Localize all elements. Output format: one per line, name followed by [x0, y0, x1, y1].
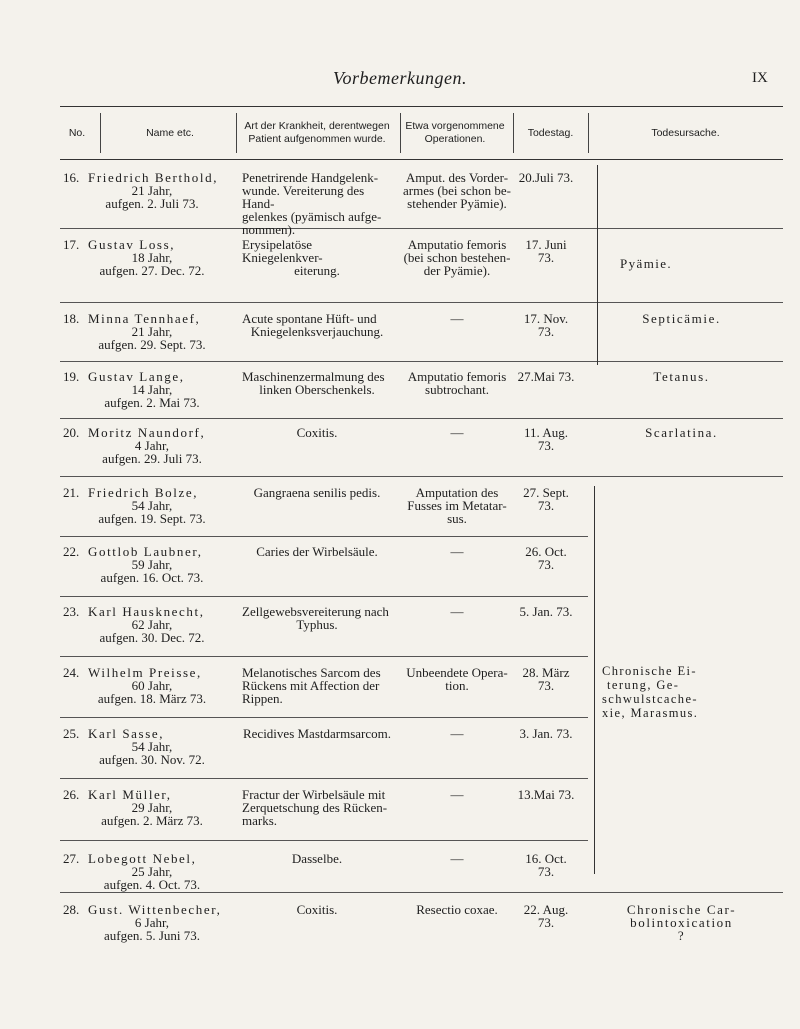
page-title: Vorbemerkungen. — [333, 68, 467, 88]
cause-of-death: Tetanus. — [653, 369, 710, 384]
patient-info — [88, 238, 238, 277]
page-number: IX — [752, 70, 768, 86]
patient-info — [88, 727, 238, 766]
admission-date: aufgen. 29. Juli 73. — [102, 451, 202, 466]
death-date — [510, 486, 582, 512]
operation-line: — — [450, 425, 464, 440]
header-operations: Etwa vorgenommene Operationen. — [405, 120, 505, 145]
row-divider — [60, 778, 588, 779]
patient-age: 14 Jahr, — [131, 382, 173, 397]
operation-line: Amput. des Vorder- — [405, 170, 509, 185]
operation-line: (bei schon bestehen- — [403, 250, 511, 265]
row-number: 27. — [63, 851, 80, 866]
admission-date: aufgen. 4. Oct. 73. — [103, 877, 201, 892]
operation-line: Amputation des — [415, 485, 499, 500]
operation-line: subtrochant. — [425, 382, 489, 397]
row-number: 25. — [63, 726, 80, 741]
admission-date: aufgen. 30. Dec. 72. — [99, 630, 205, 645]
patient-name: Karl Hausknecht, — [88, 604, 205, 619]
operation — [398, 486, 516, 525]
chronic-cause-line-1: Chronische Ei- — [602, 664, 697, 678]
header-name: Name etc. — [146, 126, 194, 139]
row-divider — [60, 228, 783, 229]
operation — [398, 788, 516, 801]
row-divider — [60, 892, 783, 893]
chronic-brace — [590, 486, 595, 874]
disease-description — [242, 666, 392, 705]
chronic-cause-line-2: terung, Ge- — [607, 678, 680, 692]
operation-line: Amputatio femoris — [407, 369, 507, 384]
admission-date: aufgen. 5. Juni 73. — [103, 928, 201, 943]
disease-line: Dasselbe. — [291, 851, 343, 866]
row-divider — [60, 717, 588, 718]
admission-date: aufgen. 2. Juli 73. — [105, 196, 199, 211]
disease-line: linken Oberschenkels. — [259, 382, 375, 397]
death-date — [510, 788, 582, 801]
admission-date: aufgen. 2. Mai 73. — [104, 395, 200, 410]
admission-date: aufgen. 27. Dec. 72. — [99, 263, 205, 278]
operation-line: — — [450, 604, 464, 619]
patient-age: 59 Jahr, — [131, 557, 173, 572]
cause-of-death: Scarlatina. — [645, 425, 718, 440]
patient-age: 25 Jahr, — [131, 864, 173, 879]
patient-age: 62 Jahr, — [131, 617, 173, 632]
patient-info — [88, 486, 238, 525]
death-date — [510, 238, 582, 264]
death-date — [510, 312, 582, 338]
patient-age: 6 Jahr, — [134, 915, 170, 930]
operation — [398, 426, 516, 439]
row-number: 28. — [63, 902, 80, 917]
operation — [398, 171, 516, 210]
operation — [398, 545, 516, 558]
patient-info — [88, 605, 238, 644]
admission-date: aufgen. 2. März 73. — [101, 813, 203, 828]
row-number: 26. — [63, 787, 80, 802]
death-date-line: 22. Aug. — [523, 902, 569, 917]
patient-age: 21 Jahr, — [131, 324, 173, 339]
row-number: 17. — [63, 237, 80, 252]
cause-line: ? — [677, 928, 686, 943]
cause-line: bolintoxication — [630, 915, 733, 930]
operation-line: stehender Pyämie). — [407, 196, 507, 211]
death-date — [510, 545, 582, 571]
patient-info — [88, 370, 238, 409]
cause-line: Chronische Car- — [626, 902, 737, 917]
patient-name: Moritz Naundorf, — [88, 425, 206, 440]
death-date — [510, 903, 582, 929]
row-divider — [60, 596, 588, 597]
disease-line: Zerquetschung des Rücken- — [242, 800, 388, 815]
admission-date: aufgen. 18. März 73. — [97, 691, 207, 706]
disease-line: Coxitis. — [296, 425, 338, 440]
operation-line: — — [450, 544, 464, 559]
operation-line: Amputatio femoris — [407, 237, 507, 252]
death-date-line: 17. Juni — [525, 237, 567, 252]
operation-line: sus. — [447, 511, 467, 526]
disease-line: Maschinenzermalmung des — [242, 369, 385, 384]
patient-name: Gottlob Laubner, — [88, 544, 203, 559]
operation-line: — — [450, 726, 464, 741]
header-cause: Todesursache. — [651, 126, 720, 139]
disease-line: wunde. Vereiterung des Hand- — [242, 183, 365, 211]
row-divider — [60, 476, 783, 477]
patient-age: 60 Jahr, — [131, 678, 173, 693]
disease-line: gelenkes (pyämisch aufge- — [242, 209, 382, 224]
death-date-line: 3. Jan. 73. — [519, 726, 573, 741]
row-number: 21. — [63, 485, 80, 500]
chronic-cause — [602, 664, 698, 720]
operation-line: armes (bei schon be- — [403, 183, 511, 198]
death-date-line: 5. Jan. 73. — [519, 604, 573, 619]
header-no: No. — [68, 126, 86, 139]
patient-name: Lobegott Nebel, — [88, 851, 197, 866]
patient-age: 54 Jahr, — [131, 739, 173, 754]
operation-line: der Pyämie). — [423, 263, 491, 278]
admission-date: aufgen. 29. Sept. 73. — [98, 337, 206, 352]
row-divider — [60, 840, 588, 841]
patient-age: 29 Jahr, — [131, 800, 173, 815]
patient-age: 54 Jahr, — [131, 498, 173, 513]
death-date-line: 73. — [537, 678, 555, 693]
patient-info — [88, 545, 238, 584]
disease-line: Caries der Wirbelsäule. — [256, 544, 378, 559]
patient-name: Karl Müller, — [88, 787, 172, 802]
row-divider — [60, 536, 588, 537]
death-date — [510, 370, 582, 383]
operation-line: Resectio coxae. — [416, 902, 498, 917]
operation-line: — — [450, 851, 464, 866]
disease-line: Recidives Mastdarmsarcom. — [242, 726, 391, 741]
row-number: 18. — [63, 311, 80, 326]
row-number: 22. — [63, 544, 80, 559]
death-date — [510, 426, 582, 452]
disease-line: Typhus. — [296, 617, 338, 632]
disease-line: Zellgewebsvereiterung nach — [242, 604, 389, 619]
patient-name: Friedrich Bolze, — [88, 485, 199, 500]
pyaemia-brace — [593, 165, 598, 365]
patient-name: Minna Tennhaef, — [88, 311, 201, 326]
patient-info — [88, 666, 238, 705]
disease-description — [242, 426, 392, 439]
death-date-line: 13.Mai 73. — [517, 787, 575, 802]
patient-info — [88, 312, 238, 351]
row-number: 19. — [63, 369, 80, 384]
disease-description — [242, 788, 392, 827]
operation — [398, 666, 516, 692]
header-disease: Art der Krankheit, derentwegen Patient aufgenommen wurde. — [244, 120, 390, 145]
operation-line: tion. — [445, 678, 469, 693]
disease-description — [242, 903, 392, 916]
operation — [398, 727, 516, 740]
disease-line: marks. — [242, 813, 278, 828]
disease-description — [242, 312, 392, 338]
patient-name: Gust. Wittenbecher, — [88, 902, 222, 917]
table-header — [60, 106, 783, 160]
death-date — [510, 727, 582, 740]
operation-line: — — [450, 311, 464, 326]
death-date — [510, 852, 582, 878]
disease-description — [242, 486, 392, 499]
disease-description — [242, 370, 392, 396]
disease-description — [242, 727, 392, 740]
death-date-line: 73. — [537, 250, 555, 265]
patient-info — [88, 426, 238, 465]
death-date-line: 17. Nov. — [523, 311, 569, 326]
disease-line: eiterung. — [294, 263, 340, 278]
disease-line: nommen). — [242, 222, 296, 237]
patient-name: Wilhelm Preisse, — [88, 665, 202, 680]
admission-date: aufgen. 16. Oct. 73. — [100, 570, 204, 585]
disease-description — [242, 605, 392, 631]
disease-line: Erysipelatöse Kniegelenkver- — [242, 237, 323, 265]
disease-line: Rückens mit Affection der — [242, 678, 380, 693]
disease-description — [242, 852, 392, 865]
death-date-line: 73. — [537, 864, 555, 879]
header-death-day: Todestag. — [527, 126, 574, 139]
death-date-line: 27. Sept. — [523, 485, 569, 500]
patient-info — [88, 171, 238, 210]
patient-info — [88, 852, 238, 891]
chronic-cause-line-3: schwulstcache- — [602, 692, 698, 706]
patient-age: 21 Jahr, — [131, 183, 173, 198]
death-date-line: 27.Mai 73. — [517, 369, 575, 384]
row-number: 16. — [63, 170, 80, 185]
operation — [398, 370, 516, 396]
operation — [398, 312, 516, 325]
death-date-line: 26. Oct. — [525, 544, 567, 559]
row-divider — [60, 656, 588, 657]
patient-age: 18 Jahr, — [131, 250, 173, 265]
death-date-line: 73. — [537, 498, 555, 513]
patient-info — [88, 903, 238, 942]
patient-info — [88, 788, 238, 827]
death-date-line: 16. Oct. — [525, 851, 567, 866]
cause-of-death: Septicämie. — [642, 311, 721, 326]
row-number: 20. — [63, 425, 80, 440]
disease-line: Rippen. — [242, 691, 283, 706]
death-date-line: 73. — [537, 557, 555, 572]
disease-description — [242, 545, 392, 558]
disease-description — [242, 238, 392, 277]
patient-name: Karl Sasse, — [88, 726, 165, 741]
death-date-line: 11. Aug. — [524, 425, 568, 440]
admission-date: aufgen. 30. Nov. 72. — [99, 752, 205, 767]
disease-line: Acute spontane Hüft- und — [242, 311, 377, 326]
disease-description — [242, 171, 392, 236]
row-divider — [60, 361, 783, 362]
death-date-line: 73. — [537, 324, 555, 339]
cause-of-death — [580, 903, 783, 942]
operation — [398, 605, 516, 618]
disease-line: Fractur der Wirbelsäule mit — [242, 787, 386, 802]
row-divider — [60, 418, 783, 419]
death-date — [510, 171, 582, 184]
disease-line: Coxitis. — [296, 902, 338, 917]
patient-name: Friedrich Berthold, — [88, 170, 219, 185]
row-divider — [60, 302, 783, 303]
patient-name: Gustav Lange, — [88, 369, 185, 384]
disease-line: Gangraena senilis pedis. — [253, 485, 381, 500]
patient-age: 4 Jahr, — [134, 438, 170, 453]
death-date-line: 73. — [537, 438, 555, 453]
row-number: 24. — [63, 665, 80, 680]
operation — [398, 852, 516, 865]
operation-line: Fusses im Metatar- — [407, 498, 507, 513]
death-date-line: 28. März — [522, 665, 570, 680]
disease-line: Penetrirende Handgelenk- — [242, 170, 379, 185]
disease-line: Kniegelenksverjauchung. — [250, 324, 384, 339]
operation-line: Unbeendete Opera- — [406, 665, 508, 680]
death-date-line: 20.Juli 73. — [518, 170, 574, 185]
chronic-cause-line-4: xie, Marasmus. — [602, 706, 699, 720]
admission-date: aufgen. 19. Sept. 73. — [98, 511, 206, 526]
row-number: 23. — [63, 604, 80, 619]
disease-line: Melanotisches Sarcom des — [242, 665, 381, 680]
operation — [398, 903, 516, 916]
death-date-line: 73. — [537, 915, 555, 930]
pyaemia-cause: Pyämie. — [620, 256, 673, 271]
operation — [398, 238, 516, 277]
patient-name: Gustav Loss, — [88, 237, 176, 252]
death-date — [510, 666, 582, 692]
operation-line: — — [450, 787, 464, 802]
death-date — [510, 605, 582, 618]
